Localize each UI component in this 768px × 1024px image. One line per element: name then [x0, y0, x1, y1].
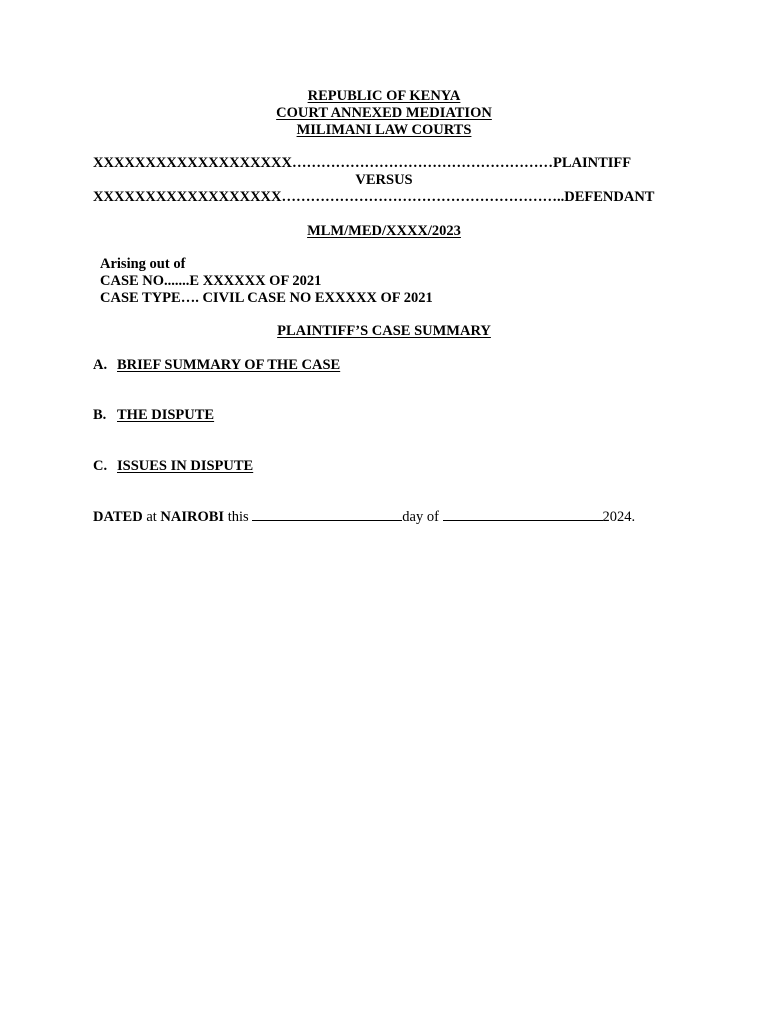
day-of-word: day of	[402, 509, 443, 525]
section-letter: B.	[93, 407, 107, 423]
arising-label: Arising out of	[100, 256, 186, 272]
section-heading: THE DISPUTE	[117, 407, 215, 423]
place-name: NAIROBI	[160, 509, 225, 525]
month-blank-line	[443, 508, 603, 521]
case-number: CASE NO.......E XXXXXX OF 2021	[100, 273, 322, 289]
case-type: CASE TYPE…. CIVIL CASE NO EXXXXX OF 2021	[100, 290, 433, 306]
header-law-courts: MILIMANI LAW COURTS	[296, 122, 472, 138]
section-b	[93, 407, 214, 424]
plaintiff-line: XXXXXXXXXXXXXXXXXXX………………………………………………PLAINTIFF	[93, 155, 632, 171]
section-heading: ISSUES IN DISPUTE	[117, 458, 254, 474]
section-letter: C.	[93, 458, 108, 474]
dated-word: DATED	[93, 509, 143, 525]
section-c	[93, 458, 253, 475]
defendant-line: XXXXXXXXXXXXXXXXXX…………………………………………………..DEFENDANT	[93, 189, 655, 205]
at-word: at	[142, 509, 161, 525]
document-title: PLAINTIFF’S CASE SUMMARY	[277, 323, 491, 339]
section-letter: A.	[93, 357, 108, 373]
this-word: this	[224, 509, 253, 525]
versus-label: VERSUS	[355, 172, 413, 188]
header-republic: REPUBLIC OF KENYA	[307, 88, 461, 104]
section-heading: BRIEF SUMMARY OF THE CASE	[117, 357, 341, 373]
dated-line	[93, 508, 635, 526]
year-text: 2024.	[602, 509, 636, 525]
section-a	[93, 357, 340, 374]
case-reference: MLM/MED/XXXX/2023	[307, 223, 461, 239]
header-court: COURT ANNEXED MEDIATION	[276, 105, 492, 121]
day-blank-line	[252, 508, 402, 521]
